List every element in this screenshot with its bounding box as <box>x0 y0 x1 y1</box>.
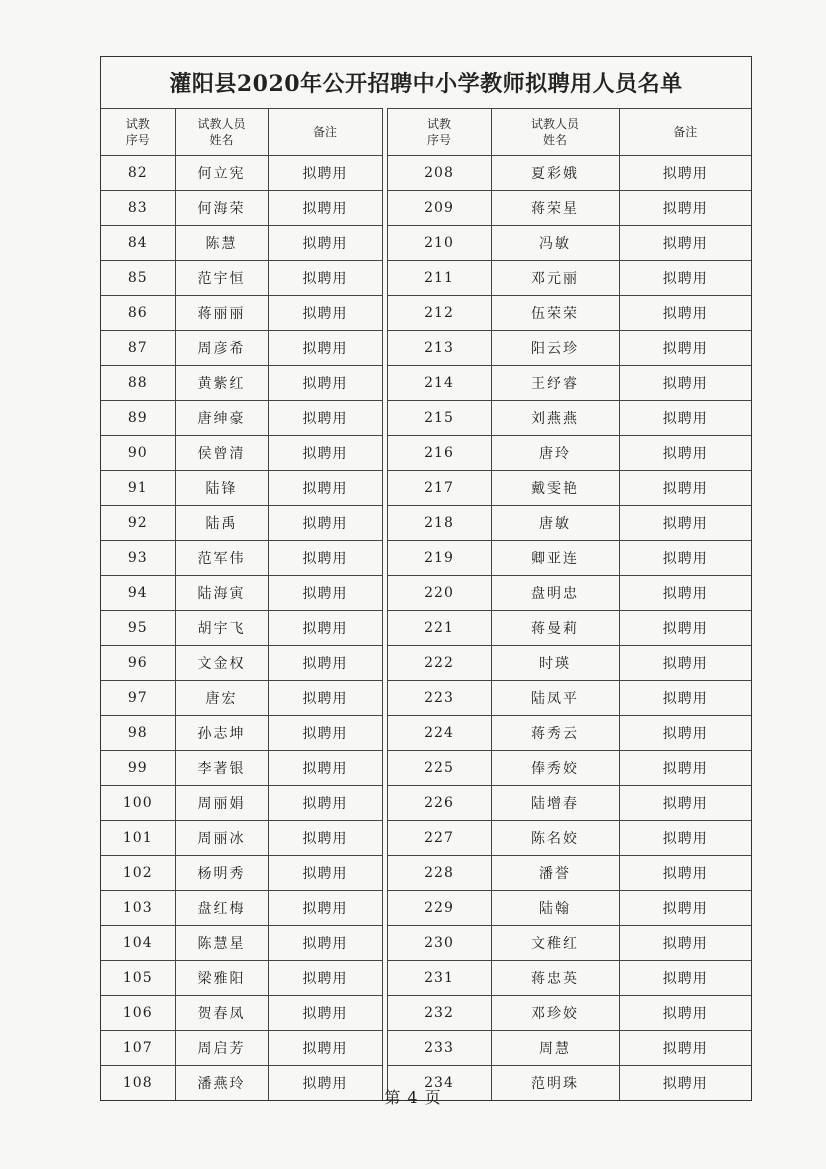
cell-name: 潘誉 <box>491 856 619 891</box>
cell-seq: 96 <box>101 646 175 681</box>
table-row <box>387 191 751 226</box>
cell-note: 拟聘用 <box>268 1066 382 1101</box>
cell-seq: 231 <box>387 961 491 996</box>
cell-note: 拟聘用 <box>268 191 382 226</box>
roster-table-right <box>387 108 752 1100</box>
cell-note: 拟聘用 <box>619 786 751 821</box>
table-row <box>101 821 382 856</box>
table-row <box>387 156 751 191</box>
header-name <box>491 109 619 156</box>
table-row <box>101 541 382 576</box>
header-seq-label: 试教 序号 <box>125 117 150 147</box>
table-row <box>387 261 751 296</box>
cell-seq: 102 <box>101 856 175 891</box>
cell-name: 邓元丽 <box>491 261 619 296</box>
cell-note: 拟聘用 <box>268 996 382 1031</box>
table-row <box>101 506 382 541</box>
cell-note: 拟聘用 <box>619 156 751 191</box>
cell-note: 拟聘用 <box>268 366 382 401</box>
cell-name: 戴雯艳 <box>491 471 619 506</box>
header-name <box>175 109 268 156</box>
cell-name: 俸秀姣 <box>491 751 619 786</box>
table-row <box>387 681 751 716</box>
cell-seq: 85 <box>101 261 175 296</box>
header-seq <box>101 109 175 156</box>
cell-seq: 217 <box>387 471 491 506</box>
cell-seq: 84 <box>101 226 175 261</box>
page-number: 第 4 页 <box>384 1088 442 1107</box>
cell-note: 拟聘用 <box>619 471 751 506</box>
cell-note: 拟聘用 <box>619 331 751 366</box>
cell-name: 周启芳 <box>175 1031 268 1066</box>
cell-name: 孙志坤 <box>175 716 268 751</box>
cell-seq: 215 <box>387 401 491 436</box>
table-row <box>101 156 382 191</box>
cell-note: 拟聘用 <box>619 226 751 261</box>
cell-name: 陆锋 <box>175 471 268 506</box>
cell-note: 拟聘用 <box>619 296 751 331</box>
cell-note: 拟聘用 <box>619 576 751 611</box>
cell-name: 何海荣 <box>175 191 268 226</box>
cell-name: 陈名姣 <box>491 821 619 856</box>
cell-note: 拟聘用 <box>268 926 382 961</box>
table-row <box>387 1031 751 1066</box>
table-row <box>101 961 382 996</box>
cell-seq: 104 <box>101 926 175 961</box>
cell-name: 唐敏 <box>491 506 619 541</box>
table-row <box>101 926 382 961</box>
cell-seq: 234 <box>387 1066 491 1101</box>
cell-name: 周丽娟 <box>175 786 268 821</box>
cell-seq: 86 <box>101 296 175 331</box>
table-row <box>387 891 751 926</box>
cell-note: 拟聘用 <box>619 191 751 226</box>
table-header-row <box>101 109 382 156</box>
table-row <box>101 716 382 751</box>
table-row <box>101 191 382 226</box>
cell-seq: 98 <box>101 716 175 751</box>
table-row <box>101 1031 382 1066</box>
table-row <box>387 716 751 751</box>
cell-name: 陈慧 <box>175 226 268 261</box>
cell-seq: 103 <box>101 891 175 926</box>
cell-name: 范明珠 <box>491 1066 619 1101</box>
cell-name: 蒋曼莉 <box>491 611 619 646</box>
cell-note: 拟聘用 <box>268 261 382 296</box>
table-row <box>387 926 751 961</box>
cell-seq: 95 <box>101 611 175 646</box>
cell-name: 陆翰 <box>491 891 619 926</box>
table-row <box>387 401 751 436</box>
cell-note: 拟聘用 <box>268 681 382 716</box>
cell-seq: 105 <box>101 961 175 996</box>
cell-note: 拟聘用 <box>268 716 382 751</box>
cell-seq: 97 <box>101 681 175 716</box>
cell-seq: 93 <box>101 541 175 576</box>
cell-note: 拟聘用 <box>619 366 751 401</box>
cell-note: 拟聘用 <box>619 821 751 856</box>
cell-name: 蒋荣星 <box>491 191 619 226</box>
cell-seq: 229 <box>387 891 491 926</box>
table-row <box>387 436 751 471</box>
table-row <box>387 226 751 261</box>
cell-seq: 222 <box>387 646 491 681</box>
cell-name: 周彦希 <box>175 331 268 366</box>
cell-note: 拟聘用 <box>268 751 382 786</box>
cell-name: 杨明秀 <box>175 856 268 891</box>
cell-note: 拟聘用 <box>268 786 382 821</box>
cell-seq: 100 <box>101 786 175 821</box>
page-title: 灌阳县2020年公开招聘中小学教师拟聘用人员名单 <box>100 56 752 108</box>
cell-name: 唐绅豪 <box>175 401 268 436</box>
cell-seq: 212 <box>387 296 491 331</box>
cell-name: 贺春凤 <box>175 996 268 1031</box>
roster-body-left <box>101 156 382 1101</box>
cell-seq: 227 <box>387 821 491 856</box>
cell-seq: 220 <box>387 576 491 611</box>
cell-name: 何立宪 <box>175 156 268 191</box>
cell-name: 陆海寅 <box>175 576 268 611</box>
cell-note: 拟聘用 <box>268 646 382 681</box>
cell-seq: 216 <box>387 436 491 471</box>
cell-seq: 99 <box>101 751 175 786</box>
cell-seq: 89 <box>101 401 175 436</box>
table-row <box>387 471 751 506</box>
header-note <box>268 109 382 156</box>
cell-seq: 92 <box>101 506 175 541</box>
cell-note: 拟聘用 <box>619 611 751 646</box>
cell-seq: 218 <box>387 506 491 541</box>
cell-name: 侯曾清 <box>175 436 268 471</box>
table-row <box>101 751 382 786</box>
cell-seq: 209 <box>387 191 491 226</box>
cell-name: 周慧 <box>491 1031 619 1066</box>
cell-name: 陆增春 <box>491 786 619 821</box>
table-row <box>387 611 751 646</box>
cell-name: 唐宏 <box>175 681 268 716</box>
cell-seq: 228 <box>387 856 491 891</box>
table-row <box>101 226 382 261</box>
cell-name: 刘燕燕 <box>491 401 619 436</box>
table-row <box>387 751 751 786</box>
cell-note: 拟聘用 <box>619 751 751 786</box>
cell-note: 拟聘用 <box>268 576 382 611</box>
table-row <box>101 366 382 401</box>
cell-note: 拟聘用 <box>619 996 751 1031</box>
table-row <box>101 576 382 611</box>
cell-note: 拟聘用 <box>619 1031 751 1066</box>
cell-seq: 94 <box>101 576 175 611</box>
cell-seq: 224 <box>387 716 491 751</box>
header-seq-label: 试教 序号 <box>426 117 451 147</box>
cell-note: 拟聘用 <box>619 541 751 576</box>
table-row <box>101 261 382 296</box>
cell-name: 李著银 <box>175 751 268 786</box>
table-row <box>387 366 751 401</box>
table-row <box>101 891 382 926</box>
cell-note: 拟聘用 <box>268 331 382 366</box>
table-row <box>101 331 382 366</box>
cell-note: 拟聘用 <box>619 646 751 681</box>
table-row <box>101 471 382 506</box>
cell-note: 拟聘用 <box>619 401 751 436</box>
header-note <box>619 109 751 156</box>
cell-seq: 213 <box>387 331 491 366</box>
cell-name: 文稚红 <box>491 926 619 961</box>
cell-name: 盘明忠 <box>491 576 619 611</box>
cell-name: 伍荣荣 <box>491 296 619 331</box>
cell-note: 拟聘用 <box>268 436 382 471</box>
cell-note: 拟聘用 <box>619 261 751 296</box>
cell-note: 拟聘用 <box>268 856 382 891</box>
cell-seq: 233 <box>387 1031 491 1066</box>
table-row <box>101 786 382 821</box>
table-row <box>387 296 751 331</box>
cell-seq: 88 <box>101 366 175 401</box>
cell-note: 拟聘用 <box>619 961 751 996</box>
cell-name: 时瑛 <box>491 646 619 681</box>
table-row <box>387 961 751 996</box>
roster-table-left <box>101 108 383 1100</box>
cell-name: 范宇恒 <box>175 261 268 296</box>
table-header-row <box>387 109 751 156</box>
cell-name: 冯敏 <box>491 226 619 261</box>
cell-seq: 214 <box>387 366 491 401</box>
cell-seq: 82 <box>101 156 175 191</box>
table-row <box>101 646 382 681</box>
table-row <box>101 611 382 646</box>
cell-name: 陆凤平 <box>491 681 619 716</box>
cell-seq: 108 <box>101 1066 175 1101</box>
cell-note: 拟聘用 <box>268 821 382 856</box>
table-row <box>387 786 751 821</box>
roster-body-right <box>387 156 751 1101</box>
cell-note: 拟聘用 <box>619 926 751 961</box>
table-row <box>387 856 751 891</box>
table-row <box>387 821 751 856</box>
cell-note: 拟聘用 <box>619 891 751 926</box>
cell-note: 拟聘用 <box>268 401 382 436</box>
cell-seq: 106 <box>101 996 175 1031</box>
cell-note: 拟聘用 <box>619 856 751 891</box>
cell-note: 拟聘用 <box>268 296 382 331</box>
cell-seq: 208 <box>387 156 491 191</box>
table-row <box>387 576 751 611</box>
cell-name: 唐玲 <box>491 436 619 471</box>
table-row <box>101 681 382 716</box>
cell-name: 陈慧星 <box>175 926 268 961</box>
cell-seq: 230 <box>387 926 491 961</box>
cell-name: 蒋忠英 <box>491 961 619 996</box>
cell-name: 邓珍姣 <box>491 996 619 1031</box>
cell-name: 文金权 <box>175 646 268 681</box>
cell-name: 黄紫红 <box>175 366 268 401</box>
cell-note: 拟聘用 <box>619 436 751 471</box>
cell-name: 蒋秀云 <box>491 716 619 751</box>
header-note-label: 备注 <box>312 125 337 139</box>
header-name-label: 试教人员 姓名 <box>530 117 579 147</box>
cell-note: 拟聘用 <box>619 681 751 716</box>
cell-seq: 83 <box>101 191 175 226</box>
table-row <box>387 331 751 366</box>
roster-tables <box>100 108 752 1101</box>
cell-seq: 210 <box>387 226 491 261</box>
cell-name: 周丽冰 <box>175 821 268 856</box>
table-row <box>387 646 751 681</box>
table-row <box>101 401 382 436</box>
header-name-label: 试教人员 姓名 <box>197 117 246 147</box>
cell-name: 胡宇飞 <box>175 611 268 646</box>
cell-seq: 91 <box>101 471 175 506</box>
cell-name: 潘燕玲 <box>175 1066 268 1101</box>
cell-note: 拟聘用 <box>268 506 382 541</box>
header-note-label: 备注 <box>673 125 698 139</box>
cell-note: 拟聘用 <box>268 961 382 996</box>
table-row <box>101 856 382 891</box>
cell-name: 蒋丽丽 <box>175 296 268 331</box>
cell-seq: 101 <box>101 821 175 856</box>
table-row <box>387 506 751 541</box>
cell-note: 拟聘用 <box>268 1031 382 1066</box>
table-row <box>101 296 382 331</box>
cell-seq: 219 <box>387 541 491 576</box>
table-row <box>387 541 751 576</box>
cell-note: 拟聘用 <box>619 1066 751 1101</box>
cell-seq: 225 <box>387 751 491 786</box>
cell-note: 拟聘用 <box>268 471 382 506</box>
cell-seq: 226 <box>387 786 491 821</box>
cell-note: 拟聘用 <box>268 541 382 576</box>
cell-seq: 107 <box>101 1031 175 1066</box>
cell-name: 夏彩娥 <box>491 156 619 191</box>
cell-note: 拟聘用 <box>268 611 382 646</box>
cell-name: 阳云珍 <box>491 331 619 366</box>
cell-seq: 90 <box>101 436 175 471</box>
cell-name: 范军伟 <box>175 541 268 576</box>
cell-name: 梁雅阳 <box>175 961 268 996</box>
table-row <box>101 996 382 1031</box>
cell-seq: 221 <box>387 611 491 646</box>
cell-seq: 232 <box>387 996 491 1031</box>
header-seq <box>387 109 491 156</box>
table-row <box>101 436 382 471</box>
cell-seq: 223 <box>387 681 491 716</box>
cell-note: 拟聘用 <box>619 716 751 751</box>
cell-name: 陆禹 <box>175 506 268 541</box>
cell-note: 拟聘用 <box>619 506 751 541</box>
cell-name: 卿亚连 <box>491 541 619 576</box>
cell-name: 王纾睿 <box>491 366 619 401</box>
cell-note: 拟聘用 <box>268 156 382 191</box>
cell-seq: 87 <box>101 331 175 366</box>
cell-seq: 211 <box>387 261 491 296</box>
cell-name: 盘红梅 <box>175 891 268 926</box>
cell-note: 拟聘用 <box>268 891 382 926</box>
cell-note: 拟聘用 <box>268 226 382 261</box>
table-row <box>387 996 751 1031</box>
